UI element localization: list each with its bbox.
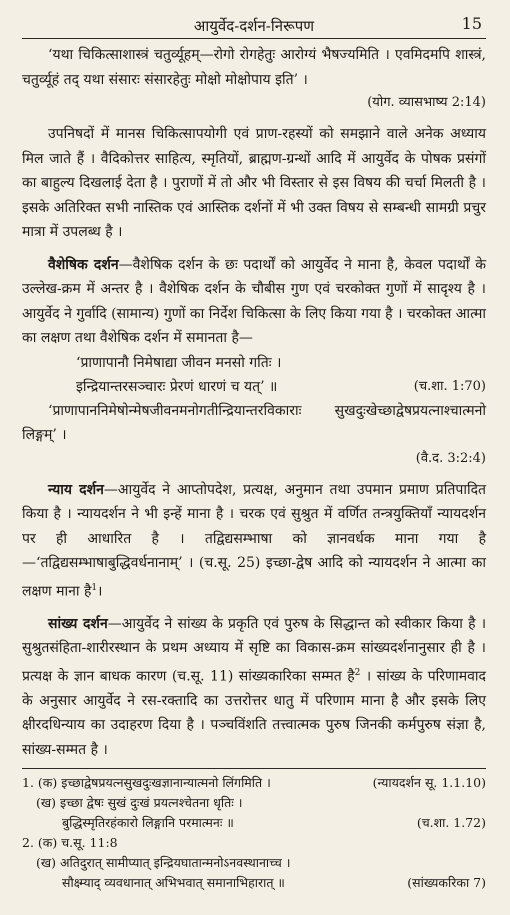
paragraph-vaisheshika [22, 253, 486, 351]
running-title: आयुर्वेद-दर्शन-निरूपण [193, 17, 315, 35]
footnote-2b-line2: सौक्ष्म्याद् व्यवधानात् अभिभवात् समानाभिहारात् ॥ (सांख्यकरिका 7) [62, 875, 486, 891]
citation-yoga: (योग. व्यासभाष्य 2:14) [367, 95, 486, 110]
vaisheshika-body: —वैशेषिक दर्शन के छः पदार्थों को आयुर्वेद ने माना है, केवल पदार्थों के उल्लेख-क्रम में अन्तर है । वैशेषिक दर्शन के चौबीस गुण एवं चरकोक्त गुणों में सादृश्य है । आयुर्वेद ने गुर्वादि (सामान्य) गुणों का निर्देश चिकित्सा के लिए किया गया है । चरकोक्त आत्मा का लक्षण तथा वैशेषिक दर्शन में समानता है— [22, 256, 486, 346]
paragraph-upanishads: उपनिषदों में मानस चिकित्सापयोगी एवं प्राण-रहस्यों को समझाने वाले अनेक अध्याय मिल जाते हैं । वैदिकोत्तर साहित्य, स्मृतियों, ब्राह्मण-ग्रन्थों आदि में आयुर्वेद के पोषक प्रसंगों का बाहुल्य दिखलाई देता है । पुराणों में तो और भी विस्तार से इस विषय की चर्चा मिलती है । इसके अतिरिक्त सभी नास्तिक एवं आस्तिक दर्शनों में भी उक्त विषय से सम्बन्धी सामग्री प्रचुर मात्रा में उपलब्ध है । [22, 126, 486, 240]
citation-vaisheshika: (वै.द. 3:2:4) [415, 450, 486, 466]
footnote-1a: 1. (क) इच्छाद्वेषप्रयत्नसुखदुःखज्ञानान्यात्मनो लिंगमिति । (न्यायदर्शन सू. 1.1.10) [22, 775, 486, 791]
verse-line-2: इन्द्रियान्तरसञ्चारः प्रेरणं धारणं च यत्’ ॥ (च.शा. 1:70) [22, 375, 486, 399]
quote-yoga: ‘यथा चिकित्साशास्त्रं चतुर्व्यूहम्—रोगो रोगहेतुः आरोग्यं भैषज्यमिति । एवमिदमपि शास्त्रं, चतुर्व्यूहं तद् यथा संसारः संसारहेतुः मोक्षो मोक्षोपाय इति’ । [22, 47, 486, 88]
running-header [22, 14, 486, 36]
heading-vaisheshika: वैशेषिक दर्शन [48, 256, 119, 273]
footnote-2a: 2. (क) च.सू. 11:8 [22, 835, 118, 851]
footnote-2b-line1: (ख) अतिदुरात् सामीप्यात् इन्द्रियघातान्मनोऽनवस्थानाच्च । [36, 855, 291, 871]
header-rule [22, 38, 486, 39]
heading-sankhya: सांख्य दर्शन [48, 615, 108, 632]
quote-vaisheshika-sutra: ‘प्राणापाननिमेषोन्मेषजीवनमनोगतीन्द्रियान्तरविकाराः सुखदुःखेच्छाद्वेषप्रयत्नाश्चात्मनो लिङ्गम्’ । [22, 402, 486, 443]
footnote-ref-2[interactable]: 2 [354, 667, 361, 678]
footnote-rule [22, 768, 486, 769]
footnote-1b-line1: (ख) इच्छा द्वेषः सुखं दुःखं प्रयत्नश्चेतना धृतिः । [36, 795, 243, 811]
footnote-1b-line2: बुद्धिस्मृतिरहंकारो लिङ्गानि परमात्मनः ॥ (च.शा. 1.72) [62, 815, 486, 831]
verse-line-1: ‘प्राणापानौ निमेषाद्या जीवन मनसो गतिः । [76, 354, 282, 371]
paragraph-nyaya: न्याय दर्शन—आयुर्वेद ने आप्तोपदेश, प्रत्यक्ष, अनुमान तथा उपमान प्रमाण प्रतिपादित किया है । न्यायदर्शन ने भी इन्हें माना है । चरक एवं सुश्रुत में वर्णित तन्त्रयुक्तियाँ न्यायदर्शन पर ही आधारित है । तद्विद्यसम्भाषा को ज्ञानवर्धक माना गया है—‘तद्विद्यसम्भाषाबुद्धिवर्धनानाम्’ । (च.सू. 25) इच्छा-द्वेष आदि को न्यायदर्शन ने आत्मा का लक्षण माना है$^1$। [22, 481, 486, 600]
page-number: 15 [461, 14, 482, 33]
paragraph-sankhya: सांख्य दर्शन—आयुर्वेद ने सांख्य के प्रकृति एवं पुरुष के सिद्धान्त को स्वीकार किया है । सुश्रुतसंहिता-शारीरस्थान के प्रथम अध्याय में सृष्टि का विकास-क्रम सांख्यदर्शनानुसार ही है । प्रत्यक्ष के ज्ञान बाधक कारण (च.सू. 11) सांख्यकारिका सम्मत है$^2$ । सांख्य के परिणामवाद के अनुसार आयुर्वेद ने रस-रक्तादि का उत्तरोत्तर धातु में परिणाम माना है और इसके लिए क्षीरदधिन्याय का उदाहरण दिया है । पञ्चविंशति तत्त्वात्मक पुरुष जिनकी कर्मपुरुष संज्ञा है, सांख्य-सम्मत है । [22, 615, 486, 758]
verse-citation: (च.शा. 1:70) [413, 378, 486, 394]
heading-nyaya: न्याय दर्शन [48, 481, 104, 498]
footnote-ref-1[interactable]: 1 [91, 582, 98, 593]
